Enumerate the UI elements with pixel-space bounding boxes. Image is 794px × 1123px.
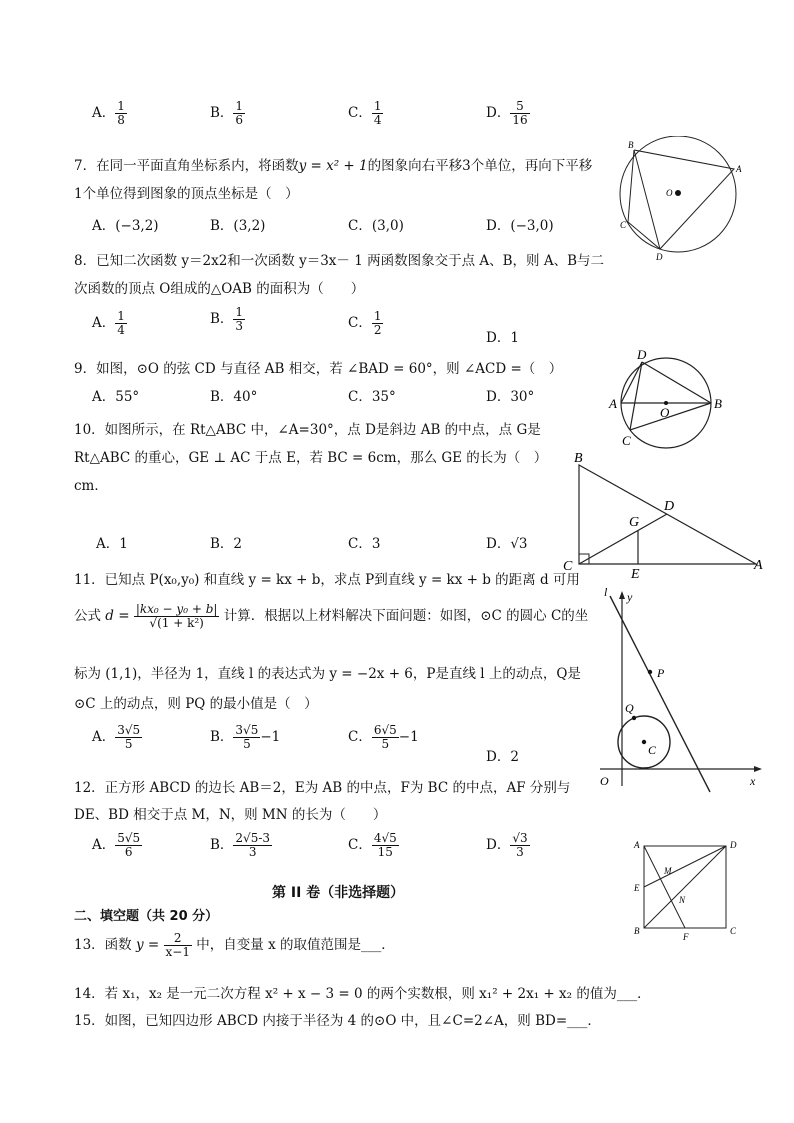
q11-line4: ⊙C 上的动点，则 PQ 的最小值是（ ） [74,696,318,712]
fig15-label-o: O [666,188,673,198]
fig12-label-b: B [634,926,640,936]
fig12-label-f: F [683,932,689,942]
q13-line: 13．函数 y = $\frac{2}{x-1}$ 中，自变量 x 的取值范围是___． [74,931,395,960]
fig11-label-q: Q [625,701,634,715]
q7-option-a[interactable]: A．(−3,2) [92,218,159,234]
q9-line1: 9．如图，⊙O 的弦 CD 与直径 AB 相交，若 ∠BAD = 60°，则 ∠ACD =（ ） [74,361,563,377]
fig12-label-e: E [634,883,640,893]
q7-line1: 7．在同一平面直角坐标系内，将函数y = x² + 1的图象向右平移3个单位，再向下平移 [74,158,593,174]
fig10-label-b: B [574,451,583,466]
figure-q9-circle [606,346,730,450]
fig11-label-y: y [627,590,633,604]
q7-option-d[interactable]: D．(−3,0) [486,218,554,234]
fig12-label-d: D [730,840,737,850]
q6-option-b[interactable]: B． $\frac{1}{6}$ [210,99,244,128]
fig11-label-l: l [604,586,608,599]
fig11-label-p: P [657,666,665,680]
q8-option-c[interactable]: C． $\frac{1}{2}$ [348,309,382,338]
q12-line2: DE、BD 相交于点 M，N，则 MN 的长为（ ） [74,807,387,823]
q11-option-c[interactable]: C． $\frac{6√5}{5}$ −1 [348,723,419,752]
q10-option-d[interactable]: D．√3 [486,536,528,552]
fig15-label-b: B [628,140,634,150]
fig11-label-x: x [750,774,756,788]
figure-q15-circle [612,136,746,262]
q14-line: 14．若 x₁，x₂ 是一元二次方程 x² + x − 3 = 0 的两个实数根，则 x₁² + 2x₁ + x₂ 的值为___． [74,986,651,1002]
fig9-label-o: O [660,405,670,420]
figure-q12-square [630,836,746,944]
q7-option-c[interactable]: C．(3,0) [348,218,404,234]
q10-option-a[interactable]: A．1 [96,536,128,552]
q12-option-a[interactable]: A． $\frac{5√5}{6}$ [92,831,141,860]
fig11-label-c: C [648,743,657,757]
q11-line2: 公式 d = $\frac{\text{|kx₀ − y₀ + b|}}{\text{√(1 + k²)}}$ 计算．根据以上材料解决下面问题：如图，⊙C 的圆心 C的坐 [74,602,589,631]
q12-option-b[interactable]: B． $\frac{2√5-3}{3}$ [210,831,271,860]
q8-line2: 次函数的顶点 O组成的△OAB 的面积为（ ） [74,281,365,297]
q11-option-a[interactable]: A． $\frac{3√5}{5}$ [92,723,141,752]
q15-line: 15．如图，已知四边形 ABCD 内接于半径为 4 的⊙O 中，且∠C=2∠A，则 BD=___． [74,1013,601,1029]
q10-line2: Rt△ABC 的重心，GE ⊥ AC 于点 E，若 BC = 6cm，那么 GE 的长为（ ） [74,450,548,466]
q10-option-c[interactable]: C．3 [348,536,381,552]
fig12-label-a: A [634,840,640,850]
q8-option-b[interactable]: B． $\frac{1}{3}$ [210,305,244,334]
part2-title: 第 II 卷（非选择题） [272,885,405,901]
q12-option-c[interactable]: C． $\frac{4√5}{15}$ [348,831,397,860]
fig9-label-d: D [637,347,647,362]
fig15-label-a: A [736,164,742,174]
section2-heading: 二、填空题（共 20 分） [74,909,219,924]
q12-line1: 12．正方形 ABCD 的边长 AB＝2，E为 AB 的中点，F为 BC 的中点，AF 分别与 [74,780,571,796]
q10-line1: 10．如图所示，在 Rt△ABC 中，∠A=30°，点 D是斜边 AB 的中点，点 G是 [74,422,541,438]
q7-line2: 1个单位得到图象的顶点坐标是（ ） [74,186,299,202]
q12-option-d[interactable]: D． $\frac{√3}{3}$ [486,831,528,860]
fig12-label-n: N [679,895,686,905]
q9-option-c[interactable]: C．35° [348,389,396,405]
fig10-label-g: G [629,515,640,530]
fig12-label-c: C [730,926,737,936]
q8-option-d[interactable]: D．1 [486,330,519,346]
q10-option-b[interactable]: B．2 [210,536,243,552]
q11-option-b[interactable]: B． $\frac{3√5}{5}$ −1 [210,723,281,752]
q9-option-d[interactable]: D．30° [486,389,535,405]
fig9-label-b: B [714,396,722,411]
q6-option-d[interactable]: D． $\frac{5}{16}$ [486,99,528,128]
fig10-label-c: C [563,559,573,574]
q11-line1: 11．已知点 P(x₀,y₀) 和直线 y = kx + b，求点 P到直线 y = kx + b 的距离 d 可用 [74,572,580,588]
q8-line1: 8．已知二次函数 y＝2x2和一次函数 y＝3x－ 1 两函数图象交于点 A、B，则 A、B与二 [74,253,605,269]
q6-option-c[interactable]: C． $\frac{1}{4}$ [348,99,382,128]
q11-line3: 标为 (1,1)，半径为 1，直线 l 的表达式为 y = −2x + 6，P是直线 l 上的动点，Q是 [74,666,581,682]
fig15-label-c: C [620,220,627,230]
figure-q11-coordinate [596,586,772,794]
fig9-label-a: A [609,396,617,411]
q10-line3: cm． [74,478,108,494]
fig10-label-a: A [754,558,763,573]
q8-option-a[interactable]: A． $\frac{1}{4}$ [92,309,125,338]
q9-option-a[interactable]: A．55° [92,389,140,405]
q7-option-b[interactable]: B．(3,2) [210,218,266,234]
fig12-label-m: M [664,866,672,876]
fig11-label-o: O [600,774,609,788]
figure-q10-triangle [560,446,770,580]
fig15-label-d: D [656,252,663,262]
q11-option-d[interactable]: D．2 [486,749,519,765]
fig10-label-e: E [631,567,640,580]
fig9-label-c: C [622,433,631,448]
q9-option-b[interactable]: B．40° [210,389,258,405]
fig10-label-d: D [664,499,675,514]
q6-option-a[interactable]: A． $\frac{1}{8}$ [92,99,125,128]
